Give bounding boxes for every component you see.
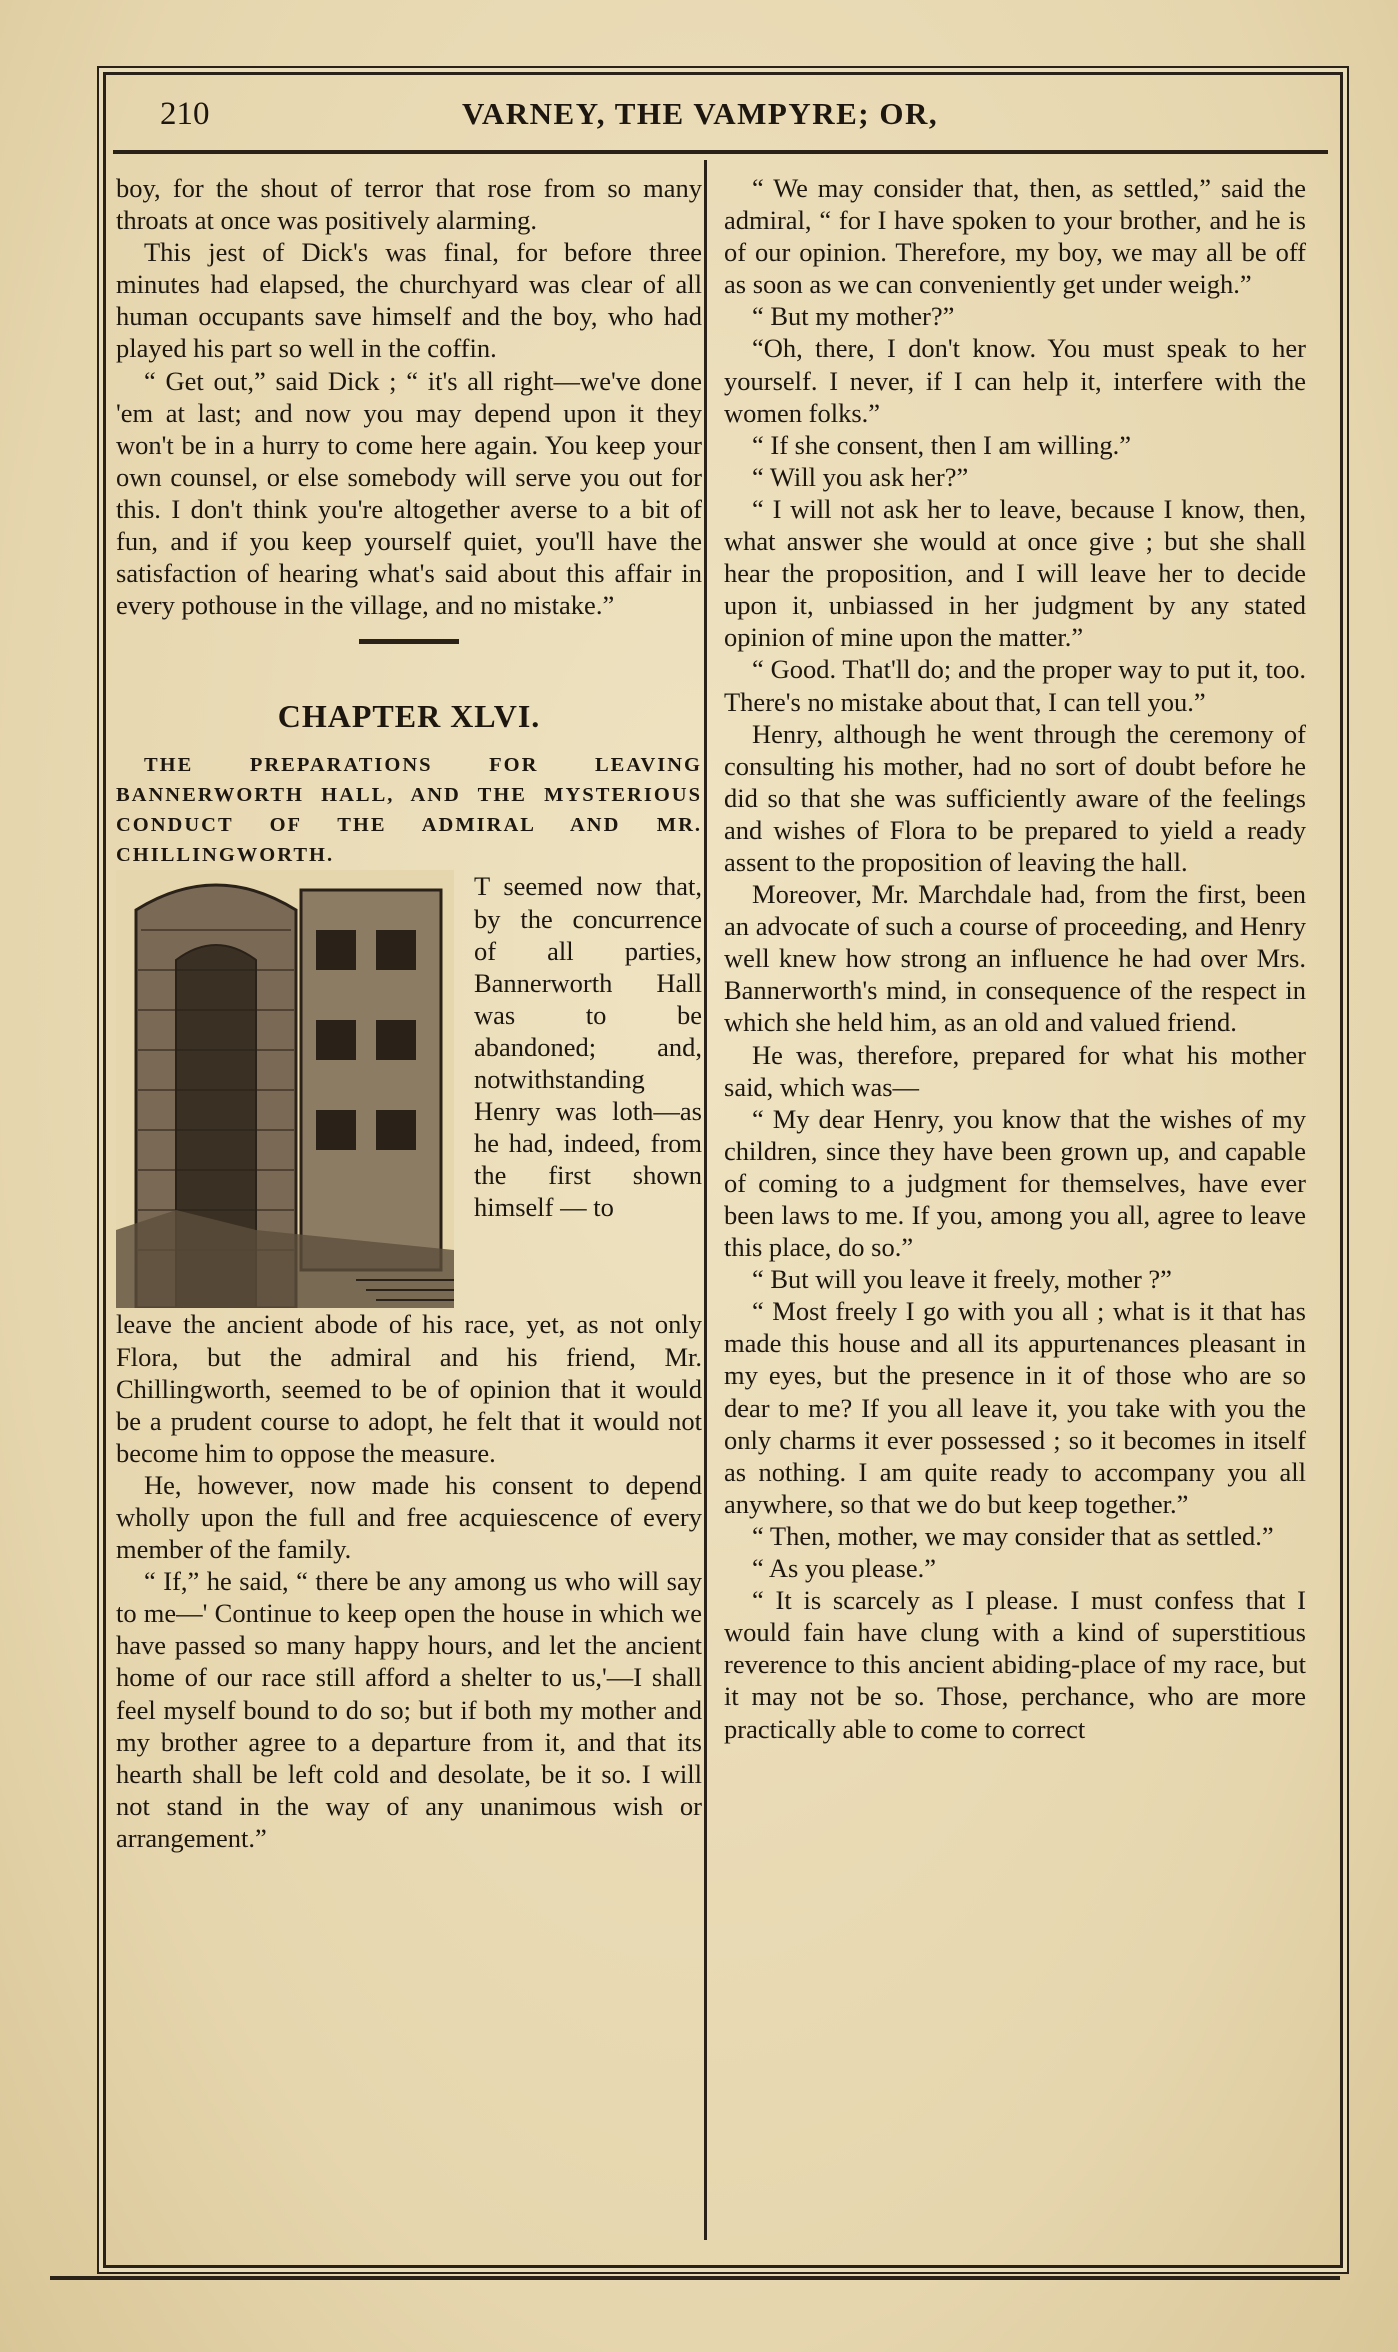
running-title: VARNEY, THE VAMPYRE; OR, xyxy=(462,96,939,131)
paragraph: This jest of Dick's was final, for before three minutes had elapsed, the churchyard was clear of all human occupants save himself and the boy, who had played his part so well in the coffin. xyxy=(116,237,702,364)
chapter-title: CHAPTER XLVI. xyxy=(277,698,541,735)
paragraph: “ I will not ask her to leave, because I know, then, what answer she would at once give ; but she shall hear the proposition, and I will leave her to decide upon it, unbiassed in her judgment by any stated opinion of mine upon the matter.” xyxy=(724,493,1306,653)
right-column xyxy=(724,172,1306,1745)
left-column xyxy=(116,172,702,1854)
paragraph: Henry, although he went through the ceremony of consulting his mother, had no sort of doubt before he did so that she was sufficiently aware of the feelings and wishes of Flora to be prepared to yield a ready assent to the proposition of leaving the hall. xyxy=(724,718,1306,877)
woodcut-illustration xyxy=(116,870,454,1308)
dropcap-paragraph xyxy=(474,870,702,1223)
section-ornament xyxy=(359,639,459,644)
paragraph: Moreover, Mr. Marchdale had, from the first, been an advocate of such a course of proceeding, and Henry well knew how strong an influence he had over Mrs. Bannerworth's mind, in consequence of the respect in which she held him, as an old and valued friend. xyxy=(724,879,1306,1038)
paragraph: “ Then, mother, we may consider that as settled.” xyxy=(752,1520,1274,1551)
paragraph: “ We may consider that, then, as settled,” said the admiral, “ for I have spoken to your brother, and he is of our opinion. Therefore, my boy, we may all be off as soon as we can conveniently get under weigh.” xyxy=(724,173,1306,300)
paragraph: “Oh, there, I don't know. You must speak to her yourself. I never, if I can help it, interfere with the women folks.” xyxy=(724,333,1306,428)
paragraph: “ If she consent, then I am willing.” xyxy=(752,429,1131,460)
paragraph: “ As you please.” xyxy=(752,1553,936,1584)
paragraph: “ If,” he said, “ there be any among us who will say to me—' Continue to keep open the house in which we have passed so many happy hours, and let the ancient home of our race still afford a shelter to us,'—I shall feel myself bound to do so; but if both my mother and my brother agree to a departure from it, and that its hearth shall be left cold and desolate, be it so. I will not stand in the way of any unanimous wish or arrangement.” xyxy=(116,1566,702,1853)
page-header xyxy=(130,96,1320,146)
paragraph: “ My dear Henry, you know that the wishes of my children, since they have been grown up, and capable of coming to a judgment for themselves, have ever been laws to me. If you, among you all, agree to leave this place, do so.” xyxy=(724,1103,1306,1263)
paragraph: “ But my mother?” xyxy=(752,301,955,332)
paragraph: “ Good. That'll do; and the proper way to put it, too. There's no mistake about that, I can tell you.” xyxy=(724,654,1306,717)
header-rule xyxy=(113,150,1328,154)
paragraph: He was, therefore, prepared for what his mother said, which was— xyxy=(724,1039,1306,1102)
paragraph: “ Get out,” said Dick ; “ it's all right—we've done 'em at last; and now you may depend upon it they won't be in a hurry to come here again. You keep your own counsel, or else somebody will serve you out for this. I don't think you're altogether averse to a bit of fun, and if you keep yourself quiet, you'll have the satisfaction of hearing what's said about this affair in every pothouse in the village, and no mistake.” xyxy=(116,365,702,621)
paragraph: T seemed now that, by the concurrence of all parties, Bannerworth Hall was to be abandoned; and, notwithstanding Henry was loth—as he had, indeed, from the first shown himself — to xyxy=(474,871,702,1223)
paragraph: “ Most freely I go with you all ; what is it that has made this house and all its appurtenances pleasant in my eyes, but the presence in it of those who are so dear to me? If you all leave it, you take with you the only charms it ever possessed ; so it becomes in itself as nothing. I am quite ready to accompany you all anywhere, so that we do but keep together.” xyxy=(724,1296,1306,1519)
footer-rule xyxy=(50,2276,1340,2280)
column-divider xyxy=(704,160,707,2240)
paragraph: leave the ancient abode of his race, yet, as not only Flora, but the admiral and his friend, Mr. Chillingworth, seemed to be of opinion that it would be a prudent course to adopt, he felt that it would not become him to oppose the measure. xyxy=(116,1309,702,1468)
page-number: 210 xyxy=(160,96,210,132)
paragraph: “ It is scarcely as I please. I must confess that I would fain have clung with a kind of superstitious reverence to this ancient abiding-place of my race, but it may not be so. Those, perchance, who are more practically able to come to correct xyxy=(724,1585,1306,1744)
paragraph: “ But will you leave it freely, mother ?” xyxy=(752,1264,1172,1295)
chapter-summary: THE PREPARATIONS FOR LEAVING BANNERWORTH HALL, AND THE MYSTERIOUS CONDUCT OF THE ADMIRAL AND MR. CHILLINGWORTH. xyxy=(116,754,702,867)
paragraph: He, however, now made his consent to depend wholly upon the full and free acquiescence of every member of the family. xyxy=(116,1469,702,1565)
paragraph: “ Will you ask her?” xyxy=(752,461,969,492)
illustration-block xyxy=(116,870,702,1308)
paragraph: boy, for the shout of terror that rose from so many throats at once was positively alarming. xyxy=(116,173,702,236)
